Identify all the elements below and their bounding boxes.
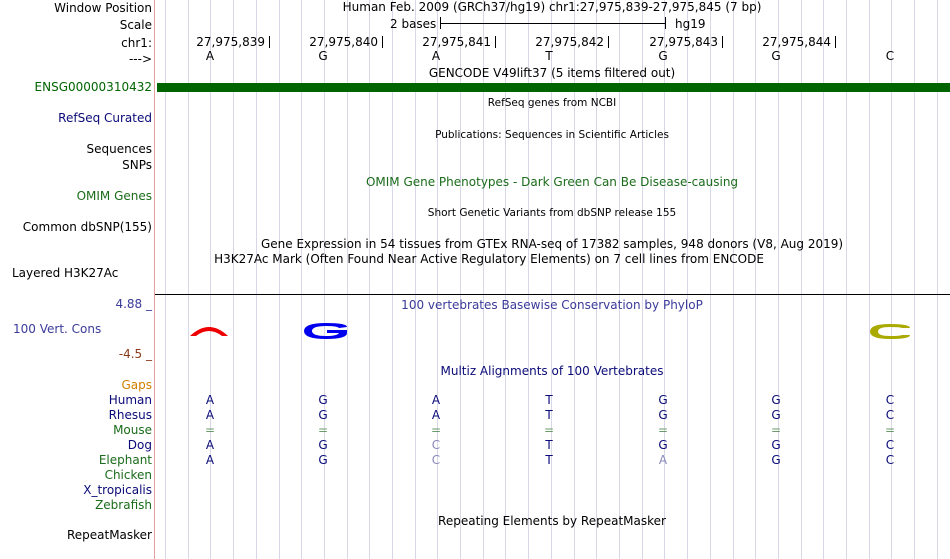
aligned-base: G bbox=[318, 408, 328, 422]
aligned-base: = bbox=[430, 423, 442, 437]
ruler-position-label: 27,975,841 bbox=[422, 35, 491, 49]
species-label[interactable]: Human bbox=[108, 393, 152, 407]
aligned-base: C bbox=[431, 453, 441, 467]
ruler-tick bbox=[835, 36, 836, 48]
snps-label[interactable]: SNPs bbox=[122, 158, 152, 172]
scale-label: Scale bbox=[119, 18, 152, 32]
aligned-base: T bbox=[545, 408, 553, 422]
refseq-track-title: RefSeq genes from NCBI bbox=[487, 97, 617, 109]
aligned-base: A bbox=[658, 453, 668, 467]
layered-h3k27ac-label[interactable]: Layered H3K27Ac bbox=[12, 266, 119, 280]
scale-bar-end-tick bbox=[665, 17, 666, 29]
repeatmasker-track-title: Repeating Elements by RepeatMasker bbox=[438, 514, 666, 528]
logo-letter-g bbox=[303, 322, 349, 340]
scale-text: 2 bases bbox=[390, 17, 437, 31]
aligned-base: A bbox=[205, 393, 215, 407]
omim-track-title: OMIM Gene Phenotypes - Dark Green Can Be Disease-causing bbox=[365, 175, 739, 189]
species-label[interactable]: Elephant bbox=[98, 453, 152, 467]
short-variants-track-title: Short Genetic Variants from dbSNP release 155 bbox=[427, 207, 677, 219]
aligned-base: G bbox=[771, 438, 781, 452]
ruler-position-label: 27,975,843 bbox=[649, 35, 718, 49]
cons-min-label: -4.5 _ bbox=[118, 347, 152, 361]
ruler-tick bbox=[269, 36, 270, 48]
reference-base: T bbox=[545, 49, 553, 63]
aligned-base: = bbox=[770, 423, 782, 437]
track-label-column bbox=[0, 0, 154, 559]
ruler-tick bbox=[608, 36, 609, 48]
species-label[interactable]: Rhesus bbox=[108, 408, 152, 422]
assembly-position-text: Human Feb. 2009 (GRCh37/hg19) chr1:27,975,839-27,975,845 (7 bp) bbox=[342, 0, 762, 14]
aligned-base: A bbox=[205, 453, 215, 467]
ruler-position-label: 27,975,842 bbox=[535, 35, 604, 49]
reference-base: G bbox=[318, 49, 328, 63]
aligned-base: C bbox=[431, 438, 441, 452]
aligned-base: C bbox=[885, 408, 895, 422]
ruler-position-label: 27,975,839 bbox=[196, 35, 265, 49]
ruler-position-label: 27,975,844 bbox=[762, 35, 831, 49]
aligned-base: T bbox=[545, 453, 553, 467]
common-dbsnp-label[interactable]: Common dbSNP(155) bbox=[22, 220, 152, 234]
reference-base: C bbox=[885, 49, 895, 63]
ruler-tick bbox=[495, 36, 496, 48]
publications-track-title: Publications: Sequences in Scientific Articles bbox=[435, 129, 669, 141]
refseq-curated-label[interactable]: RefSeq Curated bbox=[58, 111, 152, 125]
aligned-base: = bbox=[317, 423, 329, 437]
aligned-base: G bbox=[318, 438, 328, 452]
species-label[interactable]: Mouse bbox=[113, 423, 152, 437]
ruler-position-label: 27,975,840 bbox=[309, 35, 378, 49]
aligned-base: G bbox=[771, 393, 781, 407]
aligned-base: G bbox=[318, 393, 328, 407]
aligned-base: G bbox=[658, 438, 668, 452]
aligned-base: G bbox=[658, 393, 668, 407]
species-label[interactable]: X_tropicalis bbox=[83, 483, 152, 497]
reference-base: A bbox=[431, 49, 441, 63]
aligned-base: C bbox=[885, 453, 895, 467]
omim-genes-label[interactable]: OMIM Genes bbox=[76, 189, 152, 203]
chrom-label: chr1: bbox=[121, 36, 152, 50]
species-label[interactable]: Zebrafish bbox=[95, 498, 152, 512]
aligned-base: C bbox=[885, 393, 895, 407]
aligned-base: A bbox=[205, 408, 215, 422]
reference-base: G bbox=[771, 49, 781, 63]
aligned-base: = bbox=[543, 423, 555, 437]
logo-letter-c bbox=[869, 323, 911, 340]
aligned-base: C bbox=[885, 438, 895, 452]
gencode-track-title[interactable]: GENCODE V49lift37 (5 items filtered out) bbox=[428, 66, 676, 80]
track-display-area[interactable] bbox=[155, 0, 950, 559]
scale-bar-line bbox=[440, 23, 666, 24]
track-separator bbox=[155, 294, 950, 295]
ruler-tick bbox=[382, 36, 383, 48]
species-label[interactable]: Chicken bbox=[104, 468, 152, 482]
window-position-label: Window Position bbox=[54, 1, 152, 15]
h3k27ac-track-title: H3K27Ac Mark (Often Found Near Active Regulatory Elements) on 7 cell lines from ENCODE bbox=[214, 252, 764, 266]
aligned-base: T bbox=[545, 438, 553, 452]
repeatmasker-label[interactable]: RepeatMasker bbox=[66, 528, 152, 542]
aligned-base: = bbox=[884, 423, 896, 437]
aligned-base: T bbox=[545, 393, 553, 407]
gene-id-label[interactable]: ENSG00000310432 bbox=[34, 80, 152, 94]
phylop-track-title: 100 vertebrates Basewise Conservation by PhyloP bbox=[401, 298, 703, 312]
aligned-base: A bbox=[431, 393, 441, 407]
aligned-base: G bbox=[658, 408, 668, 422]
aligned-base: = bbox=[657, 423, 669, 437]
gtex-track-title: Gene Expression in 54 tissues from GTEx RNA-seq of 17382 samples, 948 donors (V8, Aug 2019) bbox=[260, 237, 844, 251]
species-label[interactable]: Dog bbox=[127, 438, 152, 452]
aligned-base: G bbox=[771, 453, 781, 467]
assembly-name: hg19 bbox=[675, 17, 706, 31]
cons-max-label: 4.88 _ bbox=[115, 297, 152, 311]
ruler-tick bbox=[722, 36, 723, 48]
aligned-base: G bbox=[771, 408, 781, 422]
aligned-base: A bbox=[431, 408, 441, 422]
aligned-base: = bbox=[204, 423, 216, 437]
reference-base: G bbox=[658, 49, 668, 63]
strand-label: ---> bbox=[128, 52, 152, 66]
gaps-label: Gaps bbox=[121, 378, 152, 392]
reference-base: A bbox=[205, 49, 215, 63]
multiz-track-title: Multiz Alignments of 100 Vertebrates bbox=[440, 364, 664, 378]
sequences-label[interactable]: Sequences bbox=[86, 142, 152, 156]
logo-letter-a bbox=[188, 320, 230, 340]
aligned-base: G bbox=[318, 453, 328, 467]
aligned-base: A bbox=[205, 438, 215, 452]
scale-bar-start-tick bbox=[440, 17, 441, 29]
vert-cons-label[interactable]: 100 Vert. Cons bbox=[13, 322, 102, 336]
gencode-gene-feature[interactable] bbox=[157, 83, 950, 92]
